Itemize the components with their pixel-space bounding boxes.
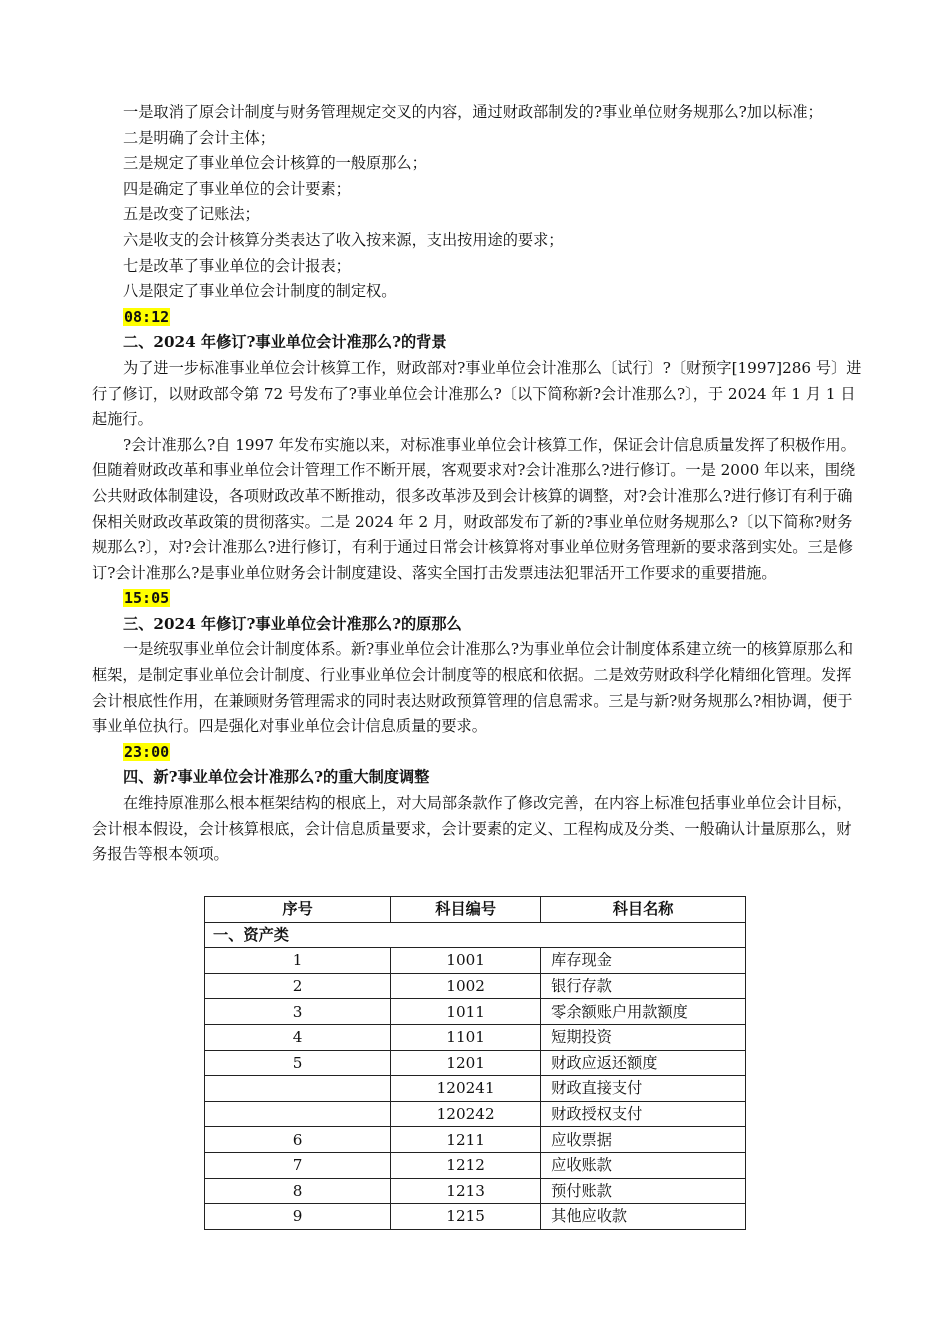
table-row [205,1101,746,1127]
cell-no: 9 [205,1204,391,1230]
table-header-row [205,897,746,923]
intro-item: 六是收支的会计核算分类表达了收入按来源，支出按用途的要求； [123,230,564,249]
cell-code: 1011 [391,999,541,1025]
section-heading: 二、2024 年修订?事业单位会计准那么?的背景 [123,333,447,352]
table-row [205,1204,746,1230]
cell-no: 3 [205,999,391,1025]
header-no: 序号 [205,897,391,923]
paragraph: 一是统驭事业单位会计制度体系。新?事业单位会计准那么?为事业单位会计制度体系建立统一的核算原那么和框架，是制定事业单位会计制度、行业事业单位会计制度等的根底和依据。二是效劳财政科学化精细化管理。发挥会计根底性作用，在兼顾财务管理需求的同时表达财政预算管理的信息需求。三是与新?财务规那么?相协调，便于事业单位执行。四是强化对事业单位会计信息质量的要求。 [92,640,854,736]
cell-no: 2 [205,973,391,999]
cell-no: 8 [205,1178,391,1204]
cell-code: 1215 [391,1204,541,1230]
cell-name: 库存现金 [541,948,746,974]
table-row [205,1127,746,1153]
paragraph: ?会计准那么?自 1997 年发布实施以来，对标准事业单位会计核算工作，保证会计信息质量发挥了积极作用。但随着财政改革和事业单位会计管理工作不断开展，客观要求对?会计准那么?进行修订。一是 2000 年以来，围绕公共财政体制建设，各项财政改革不断推动，很多改革涉及到会计核算的调整，对?会计准那么?进行修订有利于确保相关财政改革政策的贯彻落实。二是 2024 年 2 月，财政部发布了新的?事业单位财务规那么?〔以下简称?财务规那么?〕，对?会计准那么?进行修订，有利于通过日常会计核算将对事业单位财务管理新的要求落到实处。三是修订?会计准那么?是事业单位财务会计制度建设、落实全国打击发票违法犯罪活开工作要求的重要措施。 [92,435,856,582]
document-body [92,100,862,868]
table-row [205,1178,746,1204]
cell-code: 1213 [391,1178,541,1204]
cell-name: 短期投资 [541,1024,746,1050]
timestamp: 15:05 [124,589,170,608]
cell-name: 预付账款 [541,1178,746,1204]
timestamp: 08:12 [124,307,170,326]
cell-name: 应收票据 [541,1127,746,1153]
cell-no [205,1101,391,1127]
intro-item: 二是明确了会计主体； [123,128,275,147]
intro-item: 四是确定了事业单位的会计要素； [123,179,351,198]
category-row [205,922,746,948]
cell-code: 1201 [391,1050,541,1076]
cell-no: 7 [205,1152,391,1178]
table-row [205,973,746,999]
cell-name: 应收账款 [541,1152,746,1178]
cell-code: 1211 [391,1127,541,1153]
cell-code: 120242 [391,1101,541,1127]
timestamp: 23:00 [124,742,170,761]
cell-code: 1001 [391,948,541,974]
cell-name: 银行存款 [541,973,746,999]
intro-item: 五是改变了记账法； [123,205,260,224]
cell-no: 1 [205,948,391,974]
paragraph: 为了进一步标准事业单位会计核算工作，财政部对?事业单位会计准那么〔试行〕?〔财预字[1997]286 号〕进行了修订，以财政部令第 72 号发布了?事业单位会计准那么?〔以下简称新?会计准那么?〕，于 2024 年 1 月 1 日起施行。 [92,358,862,429]
cell-code: 1101 [391,1024,541,1050]
cell-name: 财政直接支付 [541,1076,746,1102]
section-adjustments [92,740,862,868]
paragraph: 在维持原准那么根本框架结构的根底上，对大局部条款作了修改完善，在内容上标准包括事业单位会计目标，会计根本假设，会计核算根底，会计信息质量要求，会计要素的定义、工程构成及分类、一般确认计量原那么，财务报告等根本领项。 [92,794,852,864]
cell-name: 财政授权支付 [541,1101,746,1127]
cell-no: 5 [205,1050,391,1076]
cell-code: 120241 [391,1076,541,1102]
cell-no [205,1076,391,1102]
account-table [204,896,746,1230]
category-label: 一、资产类 [205,922,746,948]
header-code: 科目编号 [391,897,541,923]
cell-code: 1002 [391,973,541,999]
cell-no: 4 [205,1024,391,1050]
section-heading: 三、2024 年修订?事业单位会计准那么?的原那么 [123,614,462,633]
header-name: 科目名称 [541,897,746,923]
intro-item: 一是取消了原会计制度与财务管理规定交叉的内容，通过财政部制发的?事业单位财务规那么?加以标准； [123,103,823,121]
intro-item: 三是规定了事业单位会计核算的一般原那么； [123,154,427,173]
section-heading: 四、新?事业单位会计准那么?的重大制度调整 [123,768,430,787]
intro-item: 七是改革了事业单位的会计报表； [123,256,351,275]
table-row [205,999,746,1025]
table-row [205,1024,746,1050]
intro-list [92,100,862,305]
table-row [205,1152,746,1178]
cell-no: 6 [205,1127,391,1153]
cell-name: 财政应返还额度 [541,1050,746,1076]
cell-name: 零余额账户用款额度 [541,999,746,1025]
table-row [205,1050,746,1076]
table-row [205,1076,746,1102]
section-principles [92,586,862,740]
intro-item: 八是限定了事业单位会计制度的制定权。 [123,282,397,301]
table-row [205,948,746,974]
cell-name: 其他应收款 [541,1204,746,1230]
section-background [92,305,862,587]
cell-code: 1212 [391,1152,541,1178]
